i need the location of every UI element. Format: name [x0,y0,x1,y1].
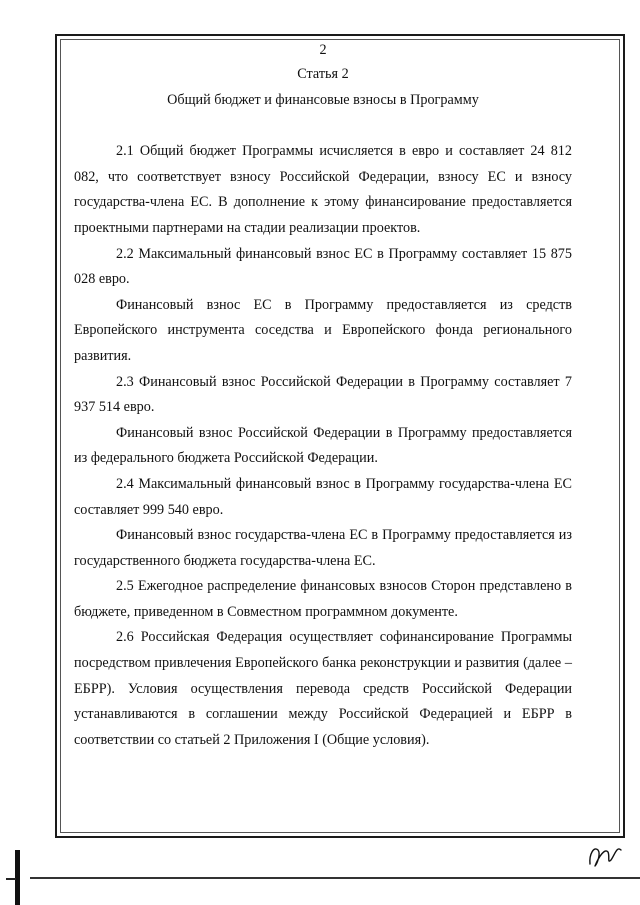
scan-edge-tick [6,878,16,880]
paragraph-2-4: 2.4 Максимальный финансовый взнос в Программу государства-члена ЕС составляет 999 540 евро. [74,475,572,518]
paragraph-eu-source: Финансовый взнос ЕС в Программу предоставляется из средств Европейского инструмента соседства и Европейского фонда регионального развития. [74,296,572,364]
paragraph-2-6: 2.6 Российская Федерация осуществляет софинансирование Программы посредством привлечения Европейского банка реконструкции и развития (далее – ЕБРР). Условия осуществления перевода средств Российской Федерации устанавливаются в соглашении между Российской Федерацией и ЕБРР в соответствии со статьей 2 Приложения I (Общие условия). [74,629,572,748]
paragraph-2-5: 2.5 Ежегодное распределение финансовых взносов Сторон представлено в бюджете, приведенном в Совместном программном документе. [74,578,572,620]
document-body [74,40,572,753]
paragraph-member-state-source: Финансовый взнос государства-члена ЕС в Программу предоставляется из государственного бюджета государства-члена ЕС. [74,527,572,569]
paragraph-2-1: 2.1 Общий бюджет Программы исчисляется в евро и составляет 24 812 082, что соответствует взносу Российской Федерации, взносу ЕС и взносу государства-члена ЕС. В дополнение к этому финансирование предоставляется проектными партнерами на стадии реализации проектов. [74,143,572,236]
handwritten-initials [587,838,627,872]
article-title: Общий бюджет и финансовые взносы в Программу [167,91,479,108]
page-number: 2 [319,42,327,58]
paragraph-2-2: 2.2 Максимальный финансовый взнос ЕС в Программу составляет 15 875 028 евро. [74,245,572,288]
paragraph-2-3: 2.3 Финансовый взнос Российской Федерации в Программу составляет 7 937 514 евро. [74,373,572,416]
article-heading: Статья 2 [297,66,349,82]
bottom-rule [30,877,640,879]
paragraph-rf-source: Финансовый взнос Российской Федерации в Программу предоставляется из федерального бюджета Российской Федерации. [74,424,572,467]
